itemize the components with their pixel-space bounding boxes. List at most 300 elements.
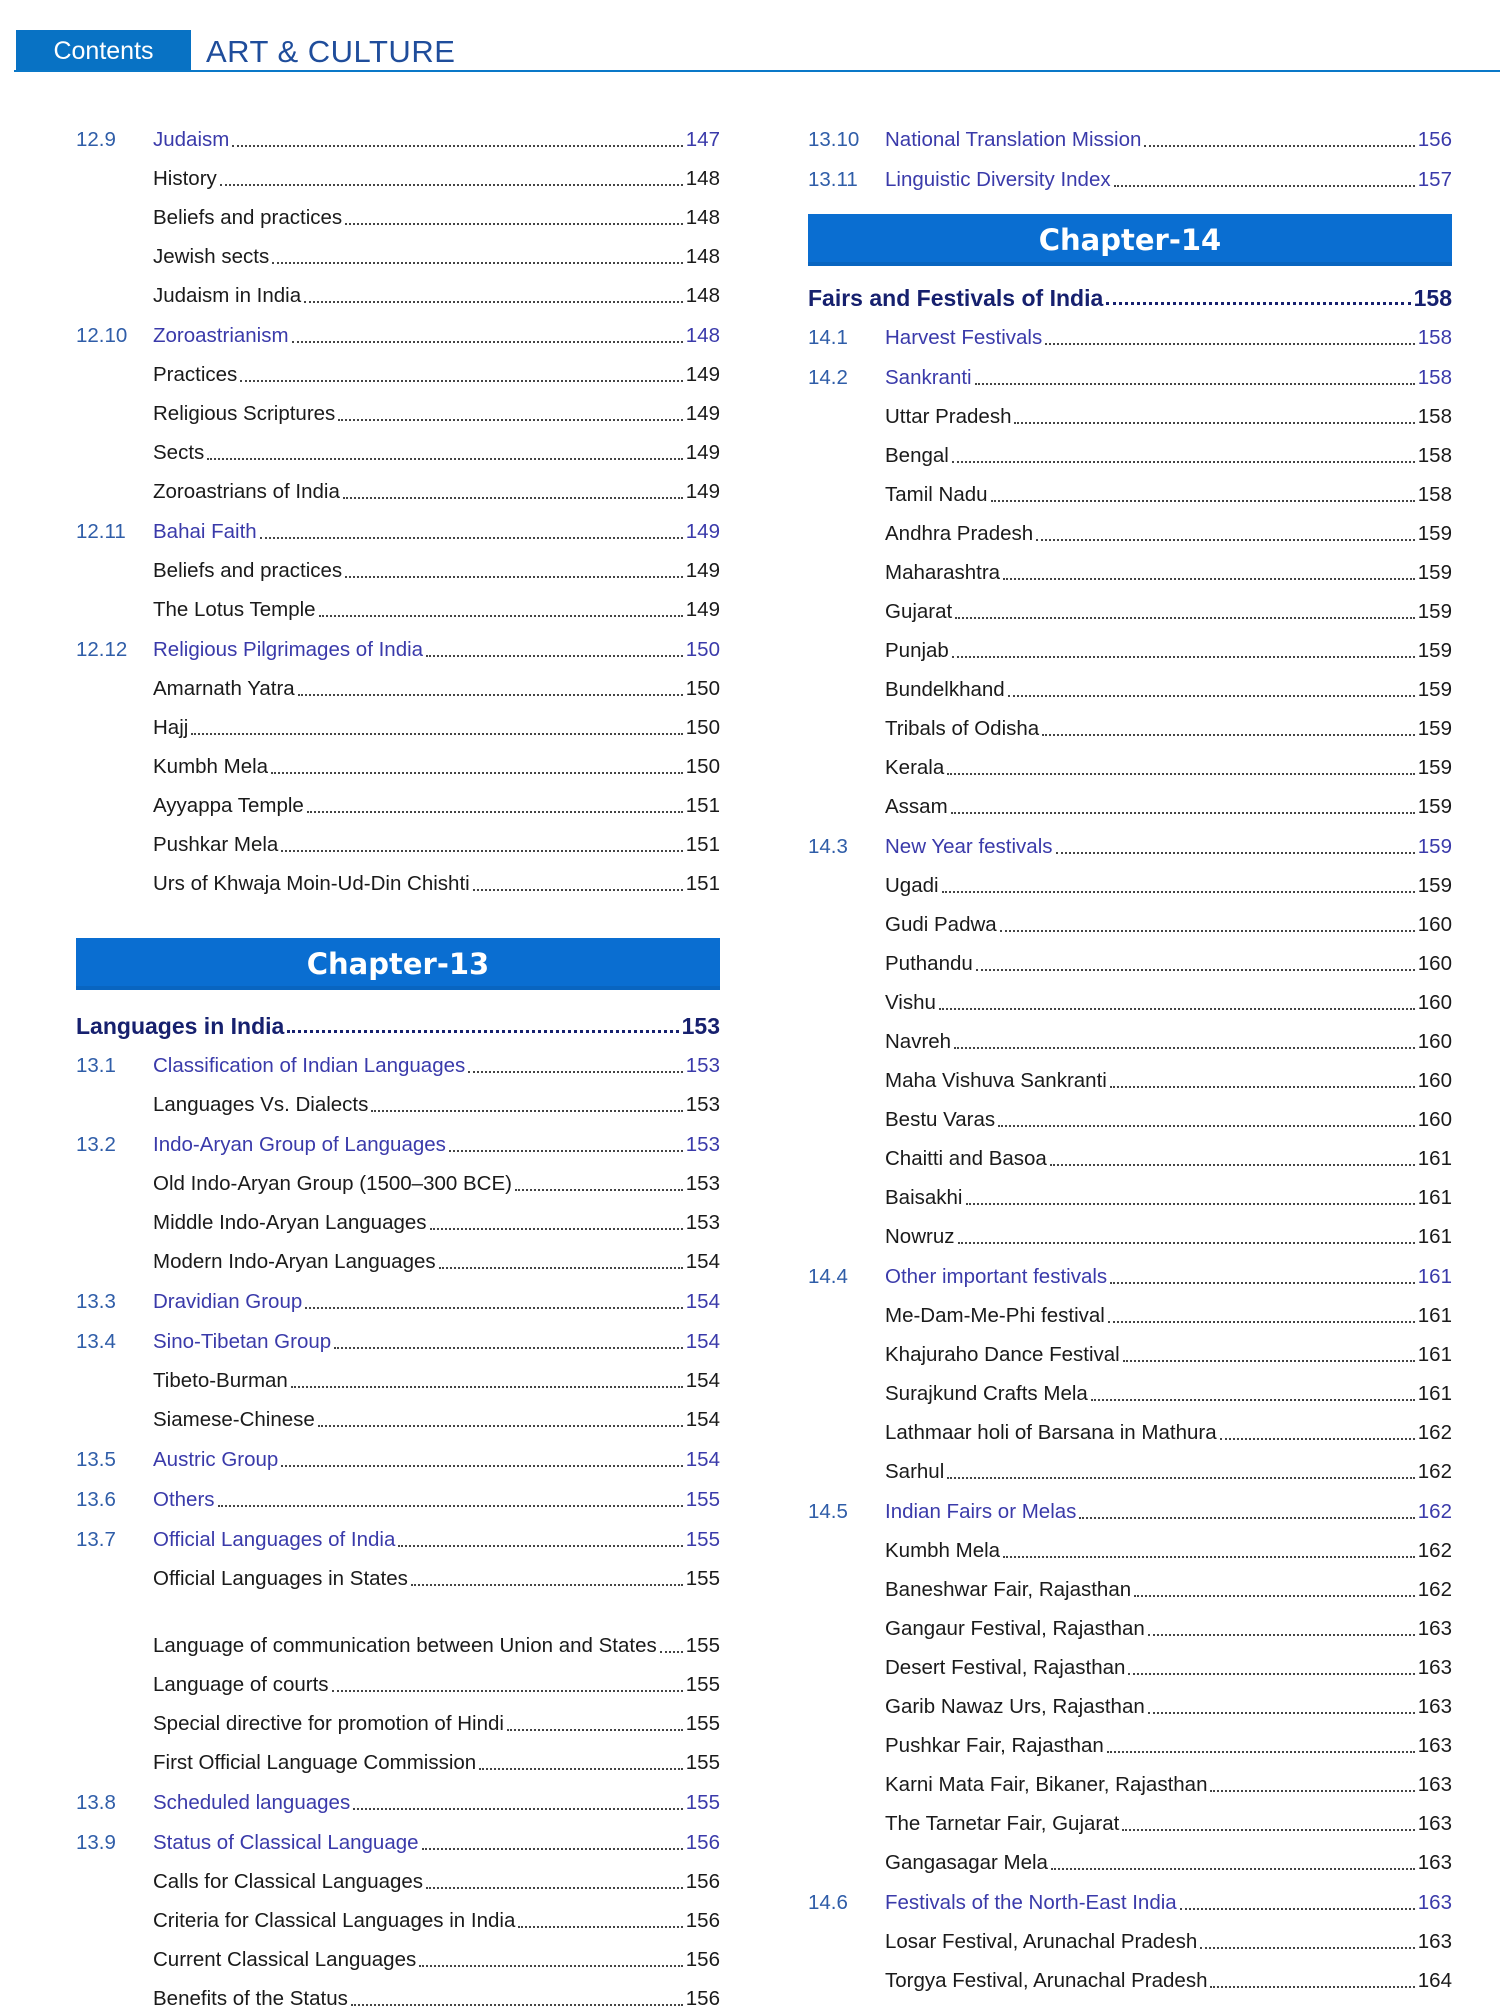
entry-title: Language of communication between Union and States bbox=[153, 1634, 657, 1657]
page-number: 156 bbox=[685, 1831, 720, 1854]
page-number: 158 bbox=[1417, 326, 1452, 349]
toc-subentry[interactable] bbox=[76, 1552, 720, 1591]
page-number: 163 bbox=[1417, 1891, 1452, 1914]
toc-subentry[interactable] bbox=[808, 937, 1452, 976]
toc-subentry[interactable] bbox=[76, 426, 720, 465]
dot-leader bbox=[281, 850, 682, 852]
dot-leader bbox=[426, 1887, 683, 1889]
toc-subentry[interactable] bbox=[808, 1445, 1452, 1484]
page-number: 156 bbox=[685, 1948, 720, 1971]
toc-subentry[interactable] bbox=[808, 663, 1452, 702]
toc-subentry[interactable] bbox=[76, 230, 720, 269]
dot-leader bbox=[220, 184, 683, 186]
dot-leader bbox=[1128, 1673, 1414, 1675]
toc-subentry[interactable] bbox=[76, 1354, 720, 1393]
entry-title: Official Languages of India bbox=[153, 1528, 396, 1551]
toc-subentry[interactable] bbox=[808, 507, 1452, 546]
dot-leader bbox=[439, 1267, 683, 1269]
entry-title: Bundelkhand bbox=[885, 678, 1005, 701]
entry-title: Gangasagar Mela bbox=[885, 1851, 1048, 1874]
page-number: 155 bbox=[685, 1673, 720, 1696]
dot-leader bbox=[1114, 185, 1415, 187]
toc-section-entry[interactable] bbox=[76, 112, 720, 152]
entry-title: Festivals of the North-East India bbox=[885, 1891, 1177, 1914]
dot-leader bbox=[411, 1584, 683, 1586]
dot-leader bbox=[419, 1965, 683, 1967]
dot-leader bbox=[240, 380, 682, 382]
toc-subentry[interactable] bbox=[76, 740, 720, 779]
dot-leader bbox=[334, 1347, 683, 1349]
entry-title: Tamil Nadu bbox=[885, 483, 988, 506]
section-number: 13.4 bbox=[76, 1330, 116, 1353]
dot-leader bbox=[955, 617, 1415, 619]
toc-subentry[interactable] bbox=[808, 741, 1452, 780]
entry-title: The Lotus Temple bbox=[153, 598, 316, 621]
toc-subentry[interactable] bbox=[808, 1719, 1452, 1758]
page-number: 162 bbox=[1417, 1578, 1452, 1601]
toc-section-entry[interactable] bbox=[76, 308, 720, 348]
toc-section-entry[interactable] bbox=[808, 1484, 1452, 1524]
entry-title: Harvest Festivals bbox=[885, 326, 1043, 349]
toc-section-entry[interactable] bbox=[808, 1875, 1452, 1915]
page-number: 150 bbox=[685, 638, 720, 661]
toc-subentry[interactable] bbox=[808, 780, 1452, 819]
page-number: 154 bbox=[685, 1330, 720, 1353]
entry-title: Other important festivals bbox=[885, 1265, 1108, 1288]
page-number: 149 bbox=[685, 559, 720, 582]
toc-subentry[interactable] bbox=[76, 857, 720, 896]
toc-subentry[interactable] bbox=[76, 779, 720, 818]
toc-subentry[interactable] bbox=[76, 1855, 720, 1894]
page-number: 150 bbox=[685, 677, 720, 700]
page-number: 153 bbox=[685, 1054, 720, 1077]
dot-leader bbox=[660, 1651, 683, 1653]
chapter-title-entry[interactable] bbox=[808, 270, 1452, 310]
toc-subentry[interactable] bbox=[808, 585, 1452, 624]
entry-title: Sarhul bbox=[885, 1460, 945, 1483]
page-number: 162 bbox=[1417, 1500, 1452, 1523]
dot-leader bbox=[958, 1242, 1415, 1244]
toc-subentry[interactable] bbox=[808, 1289, 1452, 1328]
page-number: 161 bbox=[1417, 1382, 1452, 1405]
page-number: 149 bbox=[685, 441, 720, 464]
dot-leader bbox=[1144, 145, 1414, 147]
entry-title: Judaism in India bbox=[153, 284, 302, 307]
entry-title: Desert Festival, Rajasthan bbox=[885, 1656, 1126, 1679]
dot-leader bbox=[281, 1465, 682, 1467]
dot-leader bbox=[952, 461, 1415, 463]
dot-leader bbox=[1220, 1438, 1415, 1440]
page-number: 156 bbox=[685, 1870, 720, 1893]
toc-subentry[interactable] bbox=[808, 1836, 1452, 1875]
page-number: 159 bbox=[1417, 639, 1452, 662]
toc-section-entry[interactable] bbox=[76, 1038, 720, 1078]
entry-title: Bestu Varas bbox=[885, 1108, 996, 1131]
entry-title: Linguistic Diversity Index bbox=[885, 168, 1111, 191]
entry-title: Official Languages in States bbox=[153, 1567, 408, 1590]
dot-leader bbox=[1045, 343, 1415, 345]
dot-leader bbox=[430, 1228, 683, 1230]
dot-leader bbox=[351, 2004, 683, 2006]
page-number: 159 bbox=[1417, 795, 1452, 818]
page-number: 151 bbox=[685, 833, 720, 856]
page-number: 149 bbox=[685, 480, 720, 503]
page-number: 156 bbox=[1417, 128, 1452, 151]
page-number: 161 bbox=[1417, 1186, 1452, 1209]
page-number: 160 bbox=[1417, 1069, 1452, 1092]
page-number: 159 bbox=[1417, 756, 1452, 779]
entry-title: Uttar Pradesh bbox=[885, 405, 1012, 428]
entry-title: Benefits of the Status bbox=[153, 1987, 348, 2010]
page-number: 153 bbox=[685, 1211, 720, 1234]
entry-title: Indian Fairs or Melas bbox=[885, 1500, 1077, 1523]
entry-title: Me-Dam-Me-Phi festival bbox=[885, 1304, 1105, 1327]
page-number: 159 bbox=[1417, 874, 1452, 897]
dot-leader bbox=[1042, 734, 1415, 736]
page-number: 159 bbox=[1417, 522, 1452, 545]
page-number: 151 bbox=[685, 794, 720, 817]
toc-subentry[interactable] bbox=[76, 269, 720, 308]
toc-subentry[interactable] bbox=[76, 1736, 720, 1775]
entry-title: Garib Nawaz Urs, Rajasthan bbox=[885, 1695, 1145, 1718]
toc-subentry[interactable] bbox=[808, 1210, 1452, 1249]
page-header bbox=[14, 30, 1500, 72]
toc-subentry[interactable] bbox=[76, 701, 720, 740]
entry-title: Special directive for promotion of Hindi bbox=[153, 1712, 504, 1735]
entry-title: Beliefs and practices bbox=[153, 559, 343, 582]
toc-subentry[interactable] bbox=[76, 1078, 720, 1117]
entry-title: Karni Mata Fair, Bikaner, Rajasthan bbox=[885, 1773, 1208, 1796]
toc-list bbox=[808, 270, 1452, 1993]
entry-title: Gudi Padwa bbox=[885, 913, 997, 936]
toc-subentry[interactable] bbox=[808, 1093, 1452, 1132]
dot-leader bbox=[191, 733, 682, 735]
toc-subentry[interactable] bbox=[76, 1697, 720, 1736]
page-number: 161 bbox=[1417, 1265, 1452, 1288]
toc-subentry[interactable] bbox=[76, 1972, 720, 2011]
dot-leader bbox=[218, 1505, 683, 1507]
dot-leader bbox=[272, 262, 683, 264]
dot-leader bbox=[1122, 1829, 1414, 1831]
book-title: ART & CULTURE bbox=[206, 34, 456, 69]
entry-title: Languages in India bbox=[76, 1013, 285, 1039]
entry-title: Fairs and Festivals of India bbox=[808, 285, 1104, 311]
dot-leader bbox=[1148, 1634, 1415, 1636]
toc-subentry[interactable] bbox=[76, 1196, 720, 1235]
toc-section-entry[interactable] bbox=[76, 1274, 720, 1314]
page-number: 162 bbox=[1417, 1539, 1452, 1562]
entry-title: Status of Classical Language bbox=[153, 1831, 419, 1854]
dot-leader bbox=[1107, 1751, 1415, 1753]
toc-subentry[interactable] bbox=[808, 1758, 1452, 1797]
toc-subentry[interactable] bbox=[76, 1933, 720, 1972]
section-number: 12.12 bbox=[76, 638, 128, 661]
dot-leader bbox=[1056, 852, 1415, 854]
page-number: 153 bbox=[685, 1093, 720, 1116]
page-number: 158 bbox=[1417, 483, 1452, 506]
toc-subentry[interactable] bbox=[76, 1894, 720, 1933]
entry-title: First Official Language Commission bbox=[153, 1751, 477, 1774]
page-number: 148 bbox=[685, 284, 720, 307]
entry-title: Middle Indo-Aryan Languages bbox=[153, 1211, 427, 1234]
toc-subentry[interactable] bbox=[808, 468, 1452, 507]
toc-list bbox=[76, 112, 720, 896]
dot-leader bbox=[468, 1071, 683, 1073]
page-number: 160 bbox=[1417, 913, 1452, 936]
entry-title: Old Indo-Aryan Group (1500–300 BCE) bbox=[153, 1172, 512, 1195]
entry-title: Andhra Pradesh bbox=[885, 522, 1034, 545]
entry-title: Current Classical Languages bbox=[153, 1948, 417, 1971]
page-number: 156 bbox=[685, 1909, 720, 1932]
toc-subentry[interactable] bbox=[76, 1658, 720, 1697]
page-number: 148 bbox=[685, 324, 720, 347]
toc-section-entry[interactable] bbox=[76, 1512, 720, 1552]
toc-section-entry[interactable] bbox=[808, 310, 1452, 350]
page-number: 159 bbox=[1417, 678, 1452, 701]
left-column bbox=[76, 112, 720, 2011]
chapter-title-entry[interactable] bbox=[76, 998, 720, 1038]
section-number: 12.10 bbox=[76, 324, 128, 347]
dot-leader bbox=[1051, 1868, 1415, 1870]
dot-leader bbox=[951, 812, 1415, 814]
entry-title: Chaitti and Basoa bbox=[885, 1147, 1047, 1170]
toc-section-entry[interactable] bbox=[76, 1314, 720, 1354]
toc-section-entry[interactable] bbox=[76, 1432, 720, 1472]
toc-subentry[interactable] bbox=[808, 1641, 1452, 1680]
section-number: 13.11 bbox=[808, 168, 858, 191]
page-number: 158 bbox=[1413, 285, 1452, 311]
toc-subentry[interactable] bbox=[808, 1954, 1452, 1993]
entry-title: Criteria for Classical Languages in India bbox=[153, 1909, 516, 1932]
entry-title: Judaism bbox=[153, 128, 230, 151]
page-number: 155 bbox=[685, 1567, 720, 1590]
entry-title: Maharashtra bbox=[885, 561, 1001, 584]
toc-subentry[interactable] bbox=[76, 583, 720, 622]
toc-subentry[interactable] bbox=[76, 191, 720, 230]
toc-section-entry[interactable] bbox=[76, 1775, 720, 1815]
dot-leader bbox=[271, 772, 683, 774]
section-number: 13.1 bbox=[76, 1054, 116, 1077]
page-number: 160 bbox=[1417, 1030, 1452, 1053]
page-number: 161 bbox=[1417, 1343, 1452, 1366]
toc-subentry[interactable] bbox=[808, 1328, 1452, 1367]
dot-leader bbox=[287, 1030, 678, 1033]
toc-subentry[interactable] bbox=[808, 1602, 1452, 1641]
entry-title: Kerala bbox=[885, 756, 945, 779]
toc-subentry[interactable] bbox=[808, 702, 1452, 741]
toc-subentry[interactable] bbox=[76, 387, 720, 426]
toc-subentry[interactable] bbox=[808, 1406, 1452, 1445]
entry-title: Jewish sects bbox=[153, 245, 270, 268]
dot-leader bbox=[345, 576, 683, 578]
entry-title: Kumbh Mela bbox=[885, 1539, 1001, 1562]
toc-subentry[interactable] bbox=[808, 546, 1452, 585]
page-number: 154 bbox=[685, 1250, 720, 1273]
section-number: 14.2 bbox=[808, 366, 848, 389]
entry-title: Calls for Classical Languages bbox=[153, 1870, 424, 1893]
dot-leader bbox=[942, 891, 1415, 893]
entry-title: Tribals of Odisha bbox=[885, 717, 1040, 740]
entry-title: Sino-Tibetan Group bbox=[153, 1330, 332, 1353]
dot-leader bbox=[947, 773, 1415, 775]
entry-title: Gangaur Festival, Rajasthan bbox=[885, 1617, 1145, 1640]
entry-title: Austric Group bbox=[153, 1448, 279, 1471]
page-number: 164 bbox=[1417, 1969, 1452, 1992]
toc-subentry[interactable] bbox=[808, 1524, 1452, 1563]
toc-list bbox=[808, 112, 1452, 192]
dot-leader bbox=[939, 1008, 1415, 1010]
toc-subentry[interactable] bbox=[76, 1591, 720, 1658]
page-number: 157 bbox=[1417, 168, 1452, 191]
entry-title: Kumbh Mela bbox=[153, 755, 269, 778]
section-number: 14.4 bbox=[808, 1265, 848, 1288]
entry-title: Practices bbox=[153, 363, 238, 386]
toc-subentry[interactable] bbox=[76, 465, 720, 504]
dot-leader bbox=[353, 1808, 683, 1810]
toc-subentry[interactable] bbox=[808, 1797, 1452, 1836]
entry-title: Religious Pilgrimages of India bbox=[153, 638, 424, 661]
toc-subentry[interactable] bbox=[808, 1680, 1452, 1719]
right-column bbox=[808, 112, 1452, 1993]
toc-subentry[interactable] bbox=[76, 818, 720, 857]
entry-title: Languages Vs. Dialects bbox=[153, 1093, 369, 1116]
toc-subentry[interactable] bbox=[76, 152, 720, 191]
dot-leader bbox=[1180, 1908, 1415, 1910]
page-number: 155 bbox=[685, 1528, 720, 1551]
dot-leader bbox=[1123, 1360, 1415, 1362]
header-rule bbox=[14, 70, 1500, 72]
page-number: 154 bbox=[685, 1290, 720, 1313]
toc-section-entry[interactable] bbox=[808, 152, 1452, 192]
toc-subentry[interactable] bbox=[808, 1132, 1452, 1171]
toc-section-entry[interactable] bbox=[76, 1472, 720, 1512]
page-number: 154 bbox=[685, 1408, 720, 1431]
toc-subentry[interactable] bbox=[808, 1015, 1452, 1054]
entry-title: Others bbox=[153, 1488, 215, 1511]
page-number: 162 bbox=[1417, 1421, 1452, 1444]
dot-leader bbox=[1110, 1086, 1415, 1088]
dot-leader bbox=[345, 223, 683, 225]
page-number: 163 bbox=[1417, 1656, 1452, 1679]
entry-title: Losar Festival, Arunachal Pradesh bbox=[885, 1930, 1198, 1953]
dot-leader bbox=[422, 1848, 683, 1850]
entry-title: Religious Scriptures bbox=[153, 402, 336, 425]
dot-leader bbox=[449, 1150, 683, 1152]
toc-subentry[interactable] bbox=[76, 662, 720, 701]
toc-subentry[interactable] bbox=[808, 429, 1452, 468]
toc-section-entry[interactable] bbox=[76, 622, 720, 662]
page-number: 149 bbox=[685, 363, 720, 386]
page-number: 160 bbox=[1417, 952, 1452, 975]
page-number: 159 bbox=[1417, 717, 1452, 740]
page-number: 148 bbox=[685, 245, 720, 268]
page-number: 155 bbox=[685, 1791, 720, 1814]
toc-subentry[interactable] bbox=[808, 976, 1452, 1015]
toc-subentry[interactable] bbox=[76, 348, 720, 387]
dot-leader bbox=[1079, 1517, 1414, 1519]
page-number: 149 bbox=[685, 598, 720, 621]
page-number: 158 bbox=[1417, 366, 1452, 389]
page-number: 158 bbox=[1417, 405, 1452, 428]
dot-leader bbox=[1200, 1947, 1415, 1949]
chapter-banner: Chapter-14 bbox=[808, 214, 1452, 266]
dot-leader bbox=[232, 145, 682, 147]
dot-leader bbox=[343, 497, 683, 499]
toc-section-entry[interactable] bbox=[808, 819, 1452, 859]
dot-leader bbox=[991, 500, 1415, 502]
entry-title: Sankranti bbox=[885, 366, 972, 389]
toc-list bbox=[76, 998, 720, 2011]
page-number: 155 bbox=[685, 1712, 720, 1735]
dot-leader bbox=[1110, 1282, 1415, 1284]
toc-subentry[interactable] bbox=[808, 1915, 1452, 1954]
toc-section-entry[interactable] bbox=[76, 504, 720, 544]
entry-title: Indo-Aryan Group of Languages bbox=[153, 1133, 446, 1156]
page-number: 160 bbox=[1417, 1108, 1452, 1131]
entry-title: Zoroastrians of India bbox=[153, 480, 340, 503]
page-number: 159 bbox=[1417, 561, 1452, 584]
page-number: 153 bbox=[685, 1133, 720, 1156]
page-number: 150 bbox=[685, 755, 720, 778]
entry-title: Vishu bbox=[885, 991, 936, 1014]
toc-section-entry[interactable] bbox=[808, 350, 1452, 390]
entry-title: Baneshwar Fair, Rajasthan bbox=[885, 1578, 1132, 1601]
entry-title: Dravidian Group bbox=[153, 1290, 303, 1313]
entry-title: Ayyappa Temple bbox=[153, 794, 304, 817]
toc-subentry[interactable] bbox=[808, 1171, 1452, 1210]
toc-subentry[interactable] bbox=[808, 1563, 1452, 1602]
toc-subentry[interactable] bbox=[76, 1393, 720, 1432]
toc-subentry[interactable] bbox=[808, 1367, 1452, 1406]
entry-title: Bengal bbox=[885, 444, 949, 467]
dot-leader bbox=[998, 1125, 1415, 1127]
section-number: 12.11 bbox=[76, 520, 126, 543]
toc-subentry[interactable] bbox=[808, 1054, 1452, 1093]
dot-leader bbox=[976, 969, 1415, 971]
toc-subentry[interactable] bbox=[808, 390, 1452, 429]
section-number: 13.2 bbox=[76, 1133, 116, 1156]
dot-leader bbox=[338, 419, 682, 421]
toc-subentry[interactable] bbox=[808, 859, 1452, 898]
toc-subentry[interactable] bbox=[76, 544, 720, 583]
toc-section-entry[interactable] bbox=[808, 112, 1452, 152]
page-number: 154 bbox=[685, 1369, 720, 1392]
dot-leader bbox=[479, 1768, 683, 1770]
toc-subentry[interactable] bbox=[808, 624, 1452, 663]
entry-title: Urs of Khwaja Moin-Ud-Din Chishti bbox=[153, 872, 470, 895]
page-number: 154 bbox=[685, 1448, 720, 1471]
page-number: 148 bbox=[685, 206, 720, 229]
entry-title: Puthandu bbox=[885, 952, 973, 975]
toc-section-entry[interactable] bbox=[76, 1117, 720, 1157]
dot-leader bbox=[207, 458, 683, 460]
section-number: 14.3 bbox=[808, 835, 848, 858]
entry-title: Zoroastrianism bbox=[153, 324, 289, 347]
toc-section-entry[interactable] bbox=[808, 1249, 1452, 1289]
dot-leader bbox=[947, 1477, 1415, 1479]
entry-title: Baisakhi bbox=[885, 1186, 963, 1209]
dot-leader bbox=[1000, 930, 1415, 932]
dot-leader bbox=[304, 301, 683, 303]
toc-subentry[interactable] bbox=[76, 1235, 720, 1274]
toc-subentry[interactable] bbox=[808, 898, 1452, 937]
dot-leader bbox=[507, 1729, 683, 1731]
page-number: 155 bbox=[685, 1751, 720, 1774]
page-number: 149 bbox=[685, 402, 720, 425]
chapter-banner: Chapter-13 bbox=[76, 938, 720, 990]
toc-section-entry[interactable] bbox=[76, 1815, 720, 1855]
toc-subentry[interactable] bbox=[76, 1157, 720, 1196]
